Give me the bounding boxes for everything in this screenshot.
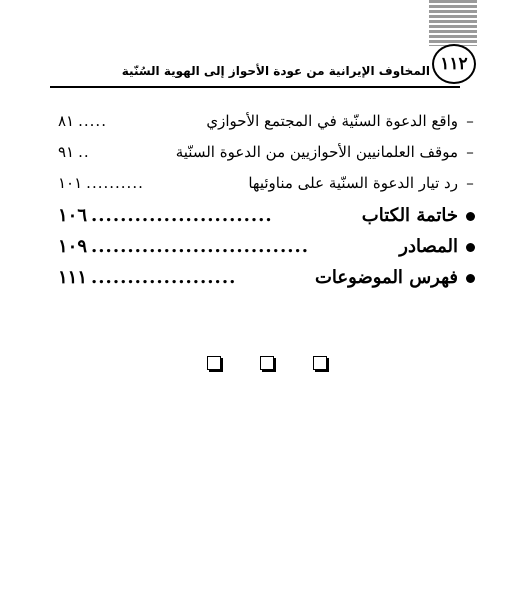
toc-leader-dots: .............................. [91, 236, 310, 257]
toc-entry-title: موقف العلمانيين الأحوازيين من الدعوة السنّية [175, 143, 458, 161]
toc-entry-page: ١١١ [58, 267, 88, 288]
toc-entry [58, 143, 478, 174]
toc-entry [58, 267, 478, 298]
toc-entry-page: ٩١ [58, 143, 75, 161]
dash-marker: – [466, 112, 474, 130]
toc-entry-title: خاتمة الكتاب [361, 205, 458, 226]
toc-leader-dots: .......... [86, 174, 144, 192]
bullet-icon [462, 205, 478, 226]
toc-entry-page: ١٠١ [58, 174, 83, 192]
end-ornaments [207, 356, 327, 376]
toc-entry-page: ٨١ [58, 112, 75, 130]
toc-entry [58, 205, 478, 236]
dash-marker: – [466, 143, 474, 161]
running-header-title: المخاوف الإيرانية من عودة الأحواز إلى الهوية السُنّية [121, 64, 430, 78]
toc-leader-dots: .................... [91, 267, 237, 288]
square-box-icon [260, 356, 274, 370]
toc-entry [58, 236, 478, 267]
toc-entry-title: رد تيار الدعوة السنّية على مناوئيها [248, 174, 458, 192]
bullet-icon [462, 267, 478, 288]
header-stripes [429, 0, 477, 46]
toc-leader-dots: .. [78, 143, 90, 161]
table-of-contents [58, 112, 478, 298]
square-box-icon [313, 356, 327, 370]
toc-entry-title: واقع الدعوة السنّية في المجتمع الأحوازي [206, 112, 458, 130]
dash-marker: – [466, 174, 474, 192]
bullet-icon [462, 236, 478, 257]
toc-leader-dots: ......................... [91, 205, 273, 226]
toc-entry [58, 174, 478, 205]
toc-entry [58, 112, 478, 143]
toc-entry-page: ١٠٩ [58, 236, 88, 257]
page-number: ١١٢ [440, 54, 468, 74]
header-rule [50, 86, 460, 88]
toc-entry-title: فهرس الموضوعات [314, 267, 458, 288]
toc-entry-page: ١٠٦ [58, 205, 88, 226]
square-box-icon [207, 356, 221, 370]
page-number-badge [432, 44, 476, 84]
toc-entry-title: المصادر [399, 236, 458, 257]
toc-leader-dots: ..... [78, 112, 107, 130]
